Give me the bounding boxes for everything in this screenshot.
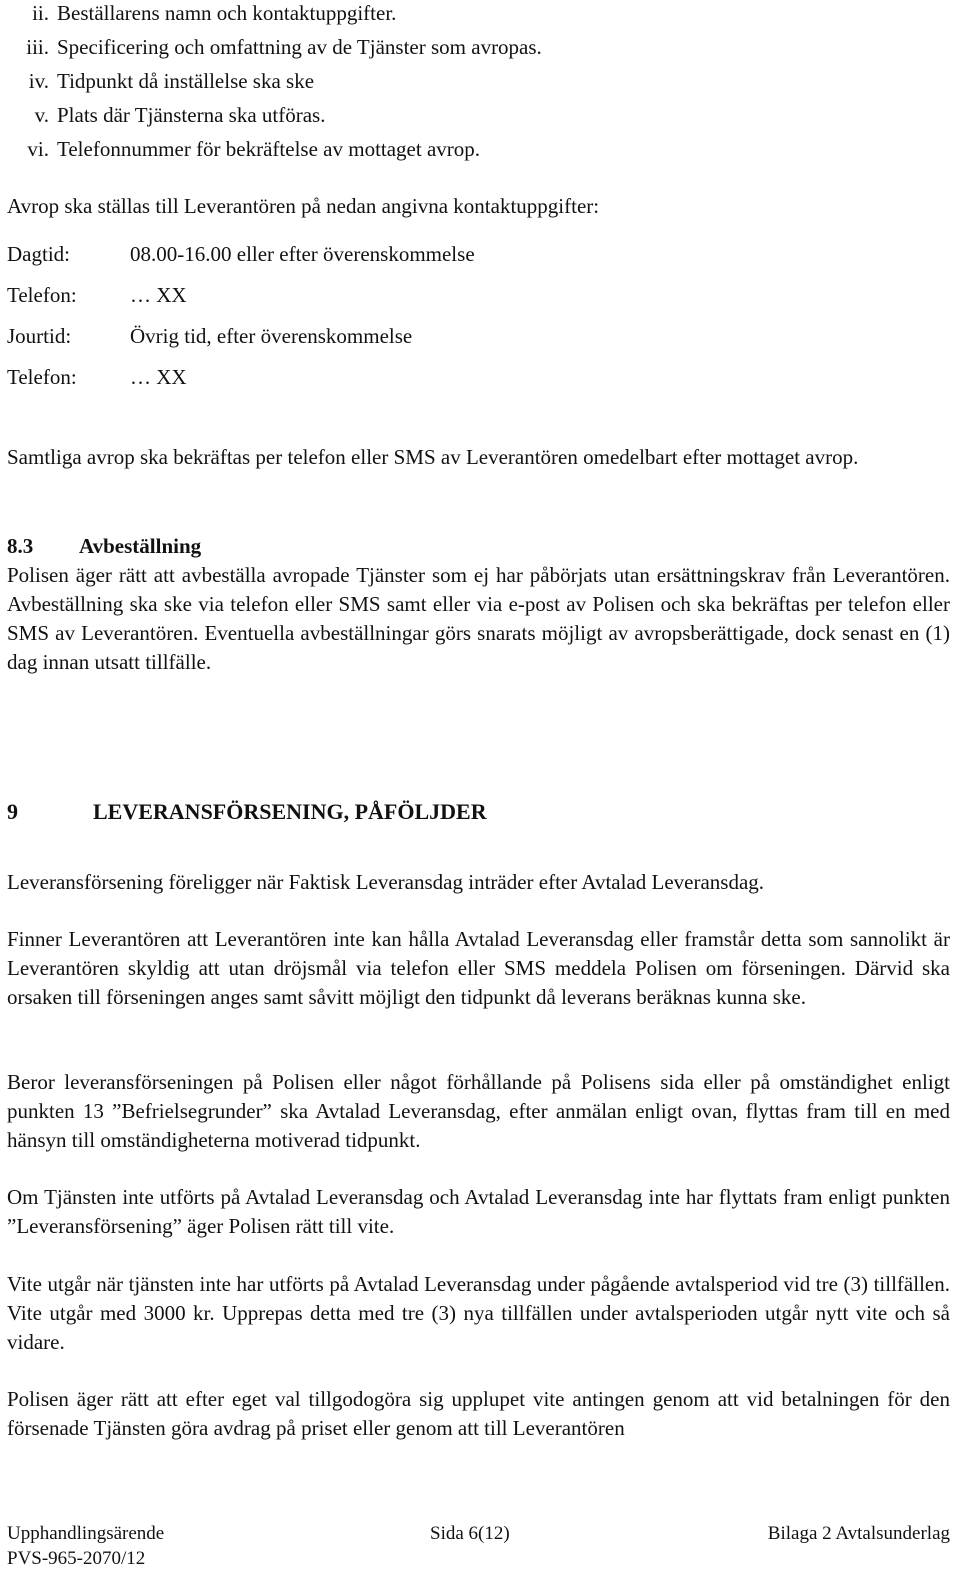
- list-item-number: ii.: [32, 0, 49, 25]
- paragraph: Finner Leverantören att Leverantören inte kan hålla Avtalad Leveransdag eller framstår detta som sannolikt är Leverantören skyldig att utan dröjsmål via telefon eller SMS meddela Polisen om förseningen. Därvid ska orsaken till förseningen anges samt såvitt möjligt den tidpunkt då leverans beräknas kunna ske.: [7, 927, 950, 1009]
- list-item-number: iv.: [28, 68, 49, 93]
- paragraph: Polisen äger rätt att efter eget val tillgodogöra sig upplupet vite antingen genom att vid betalningen för den försenade Tjänsten göra avdrag på priset eller genom att till Leverantören: [7, 1387, 950, 1440]
- contact-table: [7, 234, 907, 398]
- footer-attachment: Bilaga 2 Avtalsunderlag: [767, 1523, 950, 1544]
- contact-row: [7, 357, 907, 398]
- list-item-text: Tidpunkt då inställelse ska ske: [57, 68, 315, 93]
- contact-label: Telefon:: [7, 283, 77, 307]
- list-item: [7, 98, 907, 132]
- list-item: [7, 132, 907, 166]
- confirmation-paragraph: Samtliga avrop ska bekräftas per telefon eller SMS av Leverantören omedelbart efter mottaget avrop.: [7, 445, 859, 469]
- contact-label: Jourtid:: [7, 324, 72, 348]
- list-item-number: iii.: [26, 34, 49, 59]
- list-item-text: Telefonnummer för bekräftelse av mottaget avrop.: [57, 136, 481, 161]
- list-item: [7, 64, 907, 98]
- subsection-heading: [7, 532, 201, 561]
- list-item: [7, 0, 907, 30]
- page-footer: [7, 1521, 950, 1571]
- footer-page-number: Sida 6(12): [430, 1523, 510, 1544]
- section-title: LEVERANSFÖRSENING, PÅFÖLJDER: [93, 799, 487, 824]
- list-item-text: Beställarens namn och kontaktuppgifter.: [57, 0, 397, 25]
- requirements-list: [7, 0, 907, 166]
- contact-value: 08.00-16.00 eller efter överenskommelse: [130, 242, 475, 266]
- paragraph: Beror leveransförseningen på Polisen eller något förhållande på Polisens sida eller på omständighet enligt punkten 13 ”Befrielsegrunder” ska Avtalad Leveransdag, efter anmälan enligt ovan, flyttas fram till en med hänsyn till omständigheterna motiverad tidpunkt.: [7, 1070, 950, 1152]
- contact-value: … XX: [130, 283, 187, 307]
- contact-label: Dagtid:: [7, 242, 70, 266]
- contact-row: [7, 316, 907, 357]
- contact-intro: Avrop ska ställas till Leverantören på nedan angivna kontaktuppgifter:: [7, 194, 600, 218]
- list-item-number: vi.: [27, 136, 49, 161]
- list-item-text: Specificering och omfattning av de Tjänster som avropas.: [57, 34, 542, 59]
- contact-value: … XX: [130, 365, 187, 389]
- section-heading: [7, 797, 487, 826]
- contact-row: [7, 275, 907, 316]
- contact-label: Telefon:: [7, 365, 77, 389]
- footer-case-label: Upphandlingsärende: [7, 1523, 165, 1544]
- list-item-number: v.: [34, 102, 49, 127]
- contact-value: Övrig tid, efter överenskommelse: [130, 324, 413, 348]
- cancellation-paragraph: Polisen äger rätt att avbeställa avropade Tjänster som ej har påbörjats utan ersättningskrav från Leverantören. Avbeställning ska ske via telefon eller SMS samt eller via e-post av Polisen och ska bekräftas per telefon eller SMS av Leverantören. Eventuella avbeställningar görs snarats möjligt av avropsberättigade, dock senast en (1) dag innan utsatt tillfälle.: [7, 563, 950, 674]
- list-item: [7, 30, 907, 64]
- paragraph: Leveransförsening föreligger när Faktisk Leveransdag inträder efter Avtalad Leveransdag.: [7, 870, 765, 894]
- footer-case-number: PVS-965-2070/12: [7, 1548, 146, 1569]
- paragraph: Om Tjänsten inte utförts på Avtalad Leveransdag och Avtalad Leveransdag inte har flyttats fram enligt punkten ”Leveransförsening” äger Polisen rätt till vite.: [7, 1185, 950, 1238]
- contact-row: [7, 234, 907, 275]
- paragraph: Vite utgår när tjänsten inte har utförts på Avtalad Leveransdag under pågående avtalsperiod vid tre (3) tillfällen. Vite utgår med 3000 kr. Upprepas detta med tre (3) nya tillfällen under avtalsperioden utgår nytt vite och så vidare.: [7, 1272, 950, 1354]
- section-number: 9: [7, 799, 18, 824]
- subsection-number: 8.3: [7, 534, 34, 558]
- subsection-title: Avbeställning: [79, 534, 202, 558]
- list-item-text: Plats där Tjänsterna ska utföras.: [57, 102, 326, 127]
